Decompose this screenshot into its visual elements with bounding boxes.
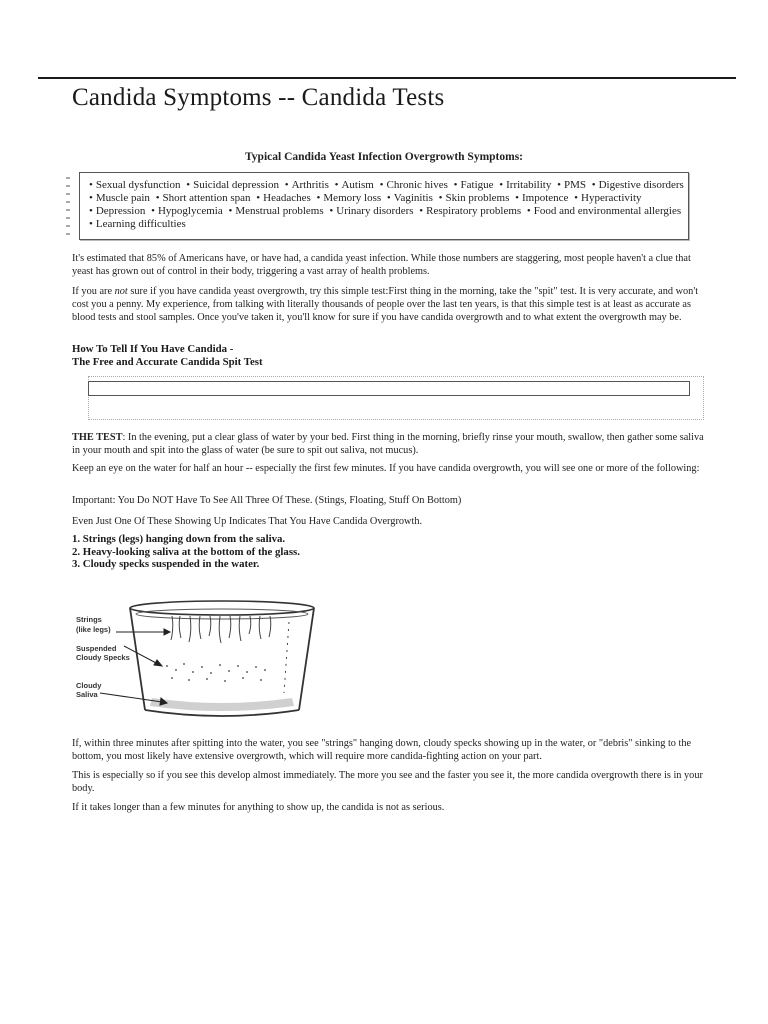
symptom-item: PMS [563,179,586,191]
test-label: THE TEST [72,432,123,443]
spit-test-heading-1: How To Tell If You Have Candida - [72,343,234,355]
test-paragraph-1 [72,431,706,457]
symptom-item: Vaginitis [393,192,433,204]
bullet-icon: • [284,179,289,191]
test-steps [72,533,300,571]
test-p1-text: : In the evening, put a clear glass of water by your bed. First thing in the morning, briefly rinse your mouth, swallow, then gather some saliva in your mouth and spit into the glass of water (be sure to spit out saliva, not mucus). [72,432,704,456]
intro-p2-before: If you are [72,286,115,297]
bullet-icon: • [515,192,519,204]
symptom-item: Learning difficulties [95,218,186,230]
bullet-icon: • [329,205,334,217]
intro-p2-emphasis: not [114,286,128,297]
symptom-item: Irritability [506,179,552,191]
bullet-icon: • [155,192,160,204]
bullet-icon: • [151,205,155,217]
intro-paragraph-2 [72,285,706,324]
spit-test-heading-2: The Free and Accurate Candida Spit Test [72,356,263,368]
intro-p2-after: sure if you have candida yeast overgrowth, try this simple test:First thing in the morning, take the "spit" test. It is very accurate, and won't cost you a penny. My experience, from talking with literally thousands of people over the last ten years, is that this simple test is at least as accurate as blood tests and stool samples. Once you've taken it, you'll know for sure if you have candida overgrowth and to what extent the overgrowth may be. [72,286,699,323]
symptoms-list [86,179,696,231]
bullet-icon: • [557,179,561,191]
glass-icon [130,601,314,716]
top-rule [38,77,736,79]
test-paragraph-2: Keep an eye on the water for half an hour -- especially the first few minutes. If you have candida overgrowth, you will see one or more of the following: [72,463,700,474]
label-specks-1: Suspended [76,644,117,653]
symptom-item: Digestive disorders [598,179,684,191]
label-saliva-1: Cloudy [76,681,102,690]
bullet-icon: • [89,192,93,204]
symptom-item: Respiratory problems [426,205,522,217]
intro-paragraph-1: It's estimated that 85% of Americans have, or have had, a candida yeast infection. While those numbers are staggering, most people haven't a clue that yeast has grown out of control in their body, triggering a vast array of health problems. [72,253,691,277]
symptom-item: Fatigue [460,179,494,191]
symptom-item: Urinary disorders [336,205,414,217]
symptom-item: Skin problems [445,192,510,204]
symptom-item: Hypoglycemia [157,205,223,217]
symptom-item: Sexual dysfunction [95,179,181,191]
bullet-icon: • [316,192,321,204]
label-saliva-2: Saliva [76,690,98,699]
bullet-icon: • [334,179,339,191]
scan-artifact [66,177,70,237]
symptom-item: Suicidal depression [193,179,279,191]
glass-illustration [72,598,322,723]
label-specks-2: Cloudy Specks [76,653,130,662]
symptom-item: Memory loss [323,192,382,204]
step-item: 3. Cloudy specks suspended in the water. [72,558,260,570]
spit-test-inner-box [88,381,690,396]
results-paragraph-1: If, within three minutes after spitting into the water, you see "strings" hanging down, cloudy specks showing up in the water, or "debris" sinking to the bottom, you most likely have extensive overgrowth, which will require more candida-fighting action on your part. [72,738,692,762]
step-item: 1. Strings (legs) hanging down from the saliva. [72,533,286,545]
label-strings-1: Strings [76,615,102,624]
symptom-item: Food and environmental allergies [533,205,682,217]
bullet-icon: • [591,179,596,191]
symptoms-heading: Typical Candida Yeast Infection Overgrowth Symptoms: [244,151,524,163]
bullet-icon: • [499,179,504,191]
label-strings-2: (like legs) [76,625,111,634]
symptom-item: Menstrual problems [235,205,324,217]
bullet-icon: • [419,205,424,217]
step-item: 2. Heavy-looking saliva at the bottom of the glass. [72,545,300,558]
results-paragraph-2: This is especially so if you see this develop almost immediately. The more you see and the faster you see it, the more candida overgrowth there is in your body. [72,770,703,794]
symptom-item: Depression [95,205,146,217]
one-enough-note: Even Just One Of These Showing Up Indicates That You Have Candida Overgrowth. [72,516,423,527]
bullet-icon: • [89,218,93,230]
bullet-icon: • [89,179,93,191]
important-note: Important: You Do NOT Have To See All Three Of These. (Stings, Floating, Stuff On Bottom) [72,495,462,506]
bullet-icon: • [438,192,443,204]
saliva-strings-icon [171,616,271,643]
bullet-icon: • [89,205,93,217]
page-title: Candida Symptoms -- Candida Tests [72,84,445,111]
cloudy-specks-icon [166,663,266,682]
bullet-icon: • [256,192,261,204]
results-paragraph-3: If it takes longer than a few minutes for anything to show up, the candida is not as serious. [72,802,445,813]
bullet-icon: • [379,179,384,191]
symptom-item: Muscle pain [95,192,150,204]
bullet-icon: • [386,192,391,204]
symptom-item: Headaches [263,192,311,204]
bullet-icon: • [228,205,233,217]
symptom-item: Chronic hives [386,179,448,191]
symptom-item: Hyperactivity [581,192,642,204]
bullet-icon: • [453,179,458,191]
symptom-item: Short attention span [162,192,251,204]
bullet-icon: • [526,205,531,217]
symptom-item: Arthritis [291,179,329,191]
bullet-icon: • [574,192,579,204]
symptom-item: Autism [341,179,374,191]
bullet-icon: • [186,179,191,191]
symptom-item: Impotence [521,192,569,204]
